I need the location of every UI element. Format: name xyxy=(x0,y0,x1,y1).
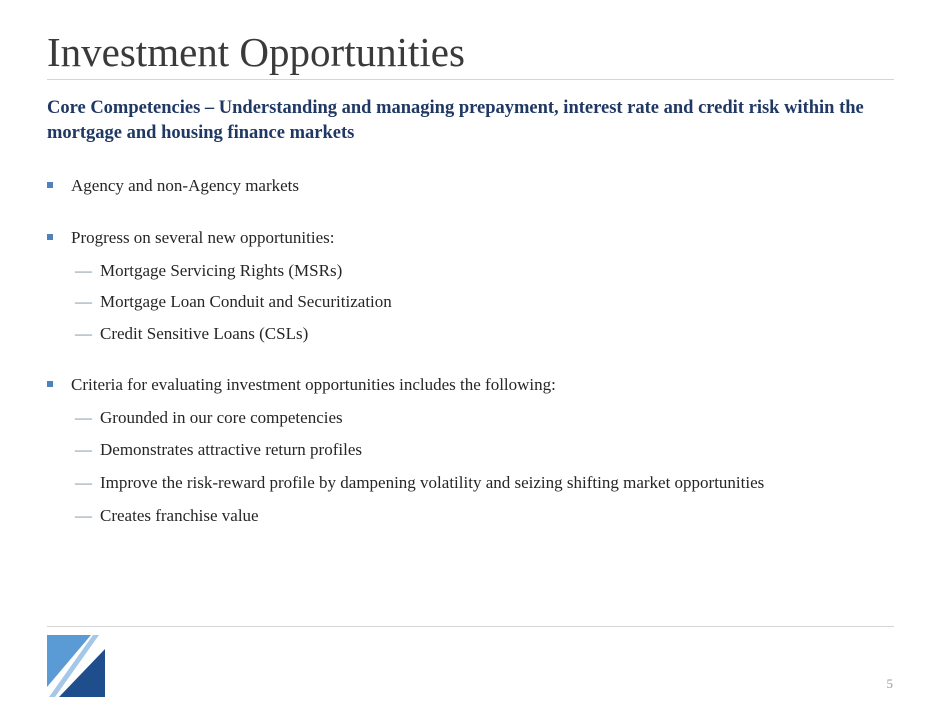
dash-icon: — xyxy=(75,324,92,343)
sub-bullet-text: Mortgage Loan Conduit and Securitization xyxy=(100,292,392,311)
bullet-text: Criteria for evaluating investment opportunities includes the following: xyxy=(71,375,556,394)
sub-bullet-text: Grounded in our core competencies xyxy=(100,408,343,427)
bullet-text: Progress on several new opportunities: xyxy=(71,228,335,247)
title-divider xyxy=(47,79,894,80)
bullet-square-icon xyxy=(47,381,53,387)
bullet-square-icon xyxy=(47,182,53,188)
dash-icon: — xyxy=(75,292,92,311)
dash-icon: — xyxy=(75,506,92,525)
footer-divider xyxy=(47,626,894,627)
dash-icon: — xyxy=(75,408,92,427)
sub-bullet-text: Improve the risk-reward profile by dampening volatility and seizing shifting market opportunities xyxy=(100,473,765,492)
company-logo-icon xyxy=(47,635,105,697)
sub-bullet-text: Credit Sensitive Loans (CSLs) xyxy=(100,324,309,343)
core-competencies-heading: Core Competencies – Understanding and managing prepayment, interest rate and credit risk within the mortgage and housing finance markets xyxy=(47,98,864,143)
bullet-text: Agency and non-Agency markets xyxy=(71,176,300,195)
dash-icon: — xyxy=(75,261,92,280)
slide-title: Investment Opportunities xyxy=(47,29,465,75)
dash-icon: — xyxy=(75,440,92,459)
dash-icon: — xyxy=(75,473,92,492)
bullet-square-icon xyxy=(47,234,53,240)
sub-bullet-text: Demonstrates attractive return profiles xyxy=(100,440,362,459)
page-number: 5 xyxy=(886,676,893,691)
sub-bullet-text: Mortgage Servicing Rights (MSRs) xyxy=(100,261,343,280)
sub-bullet-text: Creates franchise value xyxy=(100,506,259,525)
